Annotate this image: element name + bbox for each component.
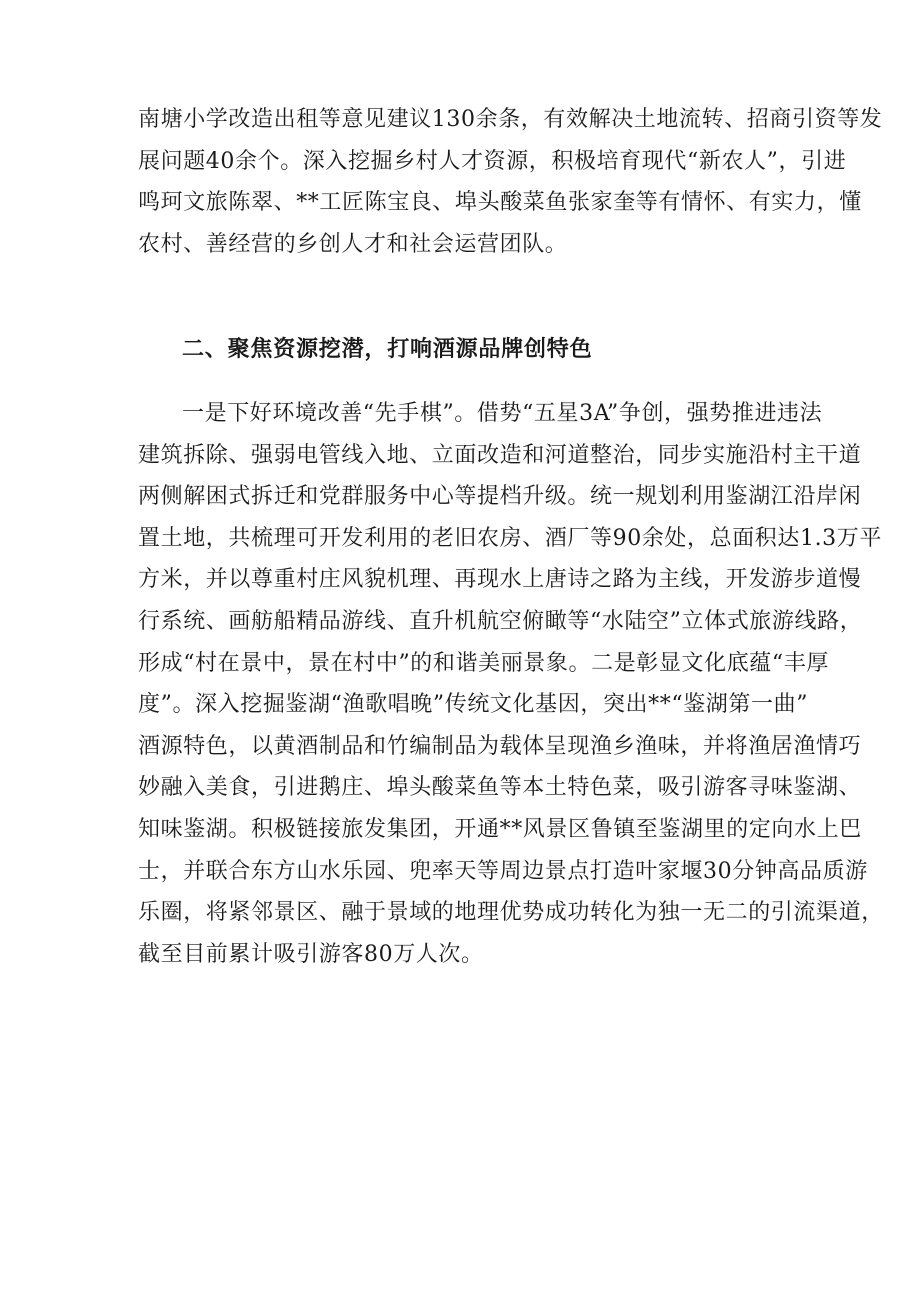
paragraph-line: 妙融入美食，引进鹅庄、埠头酸菜鱼等本土特色菜，吸引游客寻味鉴湖、 bbox=[138, 775, 862, 801]
paragraph-line: 士，并联合东方山水乐园、兜率天等周边景点打造叶家堰30分钟高品质游 bbox=[138, 858, 868, 884]
paragraph-line: 乐圈，将紧邻景区、融于景域的地理优势成功转化为独一无二的引流渠道， bbox=[138, 900, 884, 926]
paragraph-line: 截至目前累计吸引游客80万人次。 bbox=[138, 941, 484, 967]
paragraph-line: 置土地，共梳理可开发利用的老旧农房、酒厂等90余处，总面积达1.3万平 bbox=[138, 525, 882, 551]
body-paragraph-1 bbox=[138, 99, 883, 265]
paragraph-line: 知味鉴湖。积极链接旅发集团，开通**风景区鲁镇至鉴湖里的定向水上巴 bbox=[138, 816, 862, 842]
paragraph-line: 两侧解困式拆迁和党群服务中心等提档升级。统一规划利用鉴湖江沿岸闲 bbox=[138, 484, 862, 510]
paragraph-line: 行系统、画舫船精品游线、直升机航空俯瞰等“水陆空”立体式旅游线路， bbox=[138, 608, 863, 634]
paragraph-line: 方米，并以尊重村庄风貌机理、再现水上唐诗之路为主线，开发游步道慢 bbox=[138, 567, 862, 593]
paragraph-line: 农村、善经营的乡创人才和社会运营团队。 bbox=[138, 231, 568, 257]
paragraph-line: 一是下好环境改善“先手棋”。借势“五星3A”争创，强势推进违法 bbox=[182, 401, 823, 426]
paragraph-line: 建筑拆除、强弱电管线入地、立面改造和河道整治，同步实施沿村主干道 bbox=[138, 442, 862, 468]
paragraph-line: 鸣珂文旅陈翠、**工匠陈宝良、埠头酸菜鱼张家奎等有情怀、有实力，懂 bbox=[138, 190, 862, 216]
section-heading: 二、聚焦资源挖潜，打响酒源品牌创特色 bbox=[182, 336, 593, 362]
paragraph-line: 度”。深入挖掘鉴湖“渔歌唱晚”传统文化基因，突出**“鉴湖第一曲” bbox=[138, 692, 809, 718]
paragraph-line: 酒源特色，以黄酒制品和竹编制品为载体呈现渔乡渔味，并将渔居渔情巧 bbox=[138, 733, 862, 759]
paragraph-line: 展问题40余个。深入挖掘乡村人才资源，积极培育现代“新农人”，引进 bbox=[138, 148, 847, 174]
paragraph-line: 南塘小学改造出租等意见建议130余条，有效解决土地流转、招商引资等发 bbox=[138, 107, 883, 132]
paragraph-line: 形成“村在景中，景在村中”的和谐美丽景象。二是彰显文化底蕴“丰厚 bbox=[138, 650, 829, 676]
body-paragraph-2 bbox=[138, 393, 884, 975]
